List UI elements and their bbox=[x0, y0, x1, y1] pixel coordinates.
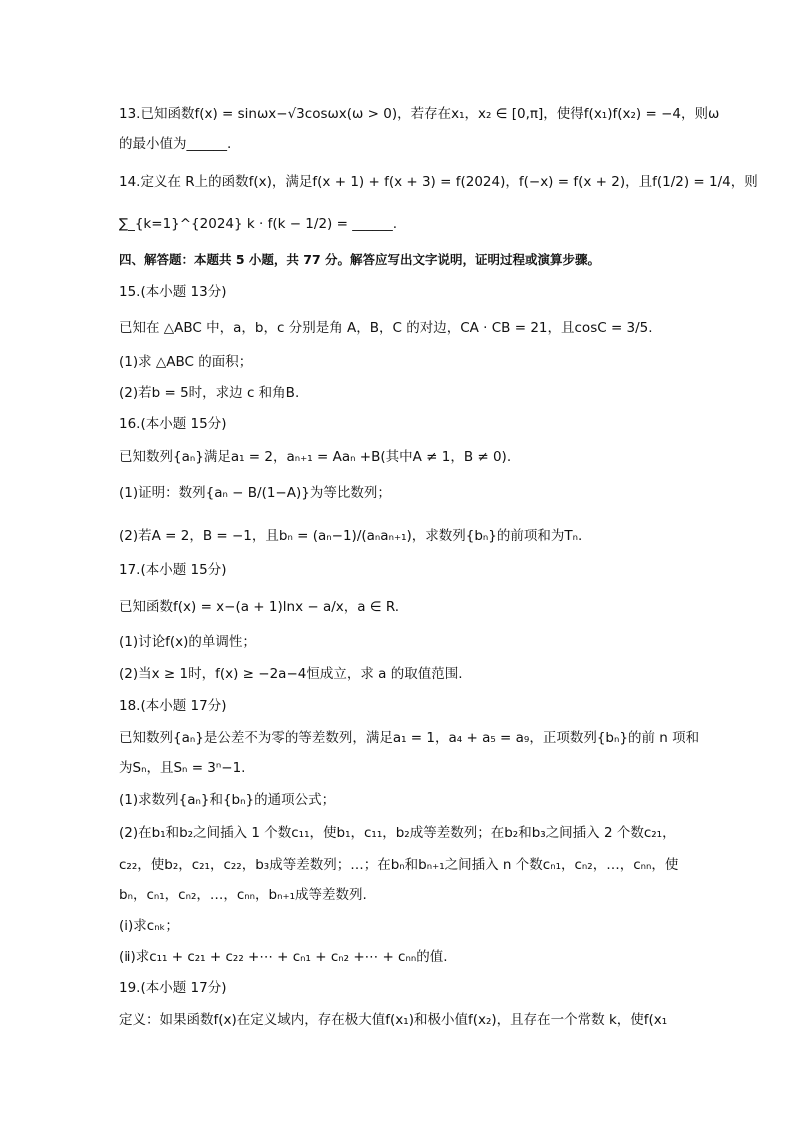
q15-part1: (1)求 △ABC 的面积； bbox=[119, 354, 253, 370]
q15-part2: (2)若b = 5时，求边 c 和角B. bbox=[119, 385, 300, 401]
q14-line2: ∑_{k=1}^{2024} k · f(k − 1/2) = ______. bbox=[119, 216, 397, 232]
q16-part2: (2)若A = 2，B = −1，且bₙ = (aₙ−1)/(aₙaₙ₊₁)，求数列{bₙ}的前项和为Tₙ. bbox=[119, 528, 583, 544]
q18-header: 18.(本小题 17分) bbox=[119, 698, 227, 714]
q17-stem: 已知函数f(x) = x−(a + 1)lnx − a/x，a ∈ R. bbox=[119, 599, 400, 615]
q18-stem2: 为Sₙ，且Sₙ = 3ⁿ−1. bbox=[119, 760, 246, 776]
q15-stem: 已知在 △ABC 中，a，b，c 分别是角 A，B，C 的对边，CA · CB = 21，且cosC = 3/5. bbox=[119, 320, 653, 336]
q17-part2: (2)当x ≥ 1时，f(x) ≥ −2a−4恒成立，求 a 的取值范围. bbox=[119, 666, 463, 682]
q16-part1: (1)证明：数列{aₙ − B/(1−A)}为等比数列； bbox=[119, 485, 391, 501]
section-heading: 四、解答题：本题共 5 小题，共 77 分。解答应写出文字说明，证明过程或演算步骤。 bbox=[119, 252, 601, 267]
q18-stem1: 已知数列{aₙ}是公差不为零的等差数列，满足a₁ = 1，a₄ + a₅ = a₉，正项数列{bₙ}的前 n 项和 bbox=[119, 730, 700, 746]
q18-part2-line1: (2)在b₁和b₂之间插入 1 个数c₁₁，使b₁，c₁₁，b₂成等差数列；在b₂和b₃之间插入 2 个数c₂₁， bbox=[119, 825, 676, 841]
q14-line1: 14.定义在 R上的函数f(x)，满足f(x + 1) + f(x + 3) = f(2024)，f(−x) = f(x + 2)，且f(1/2) = 1/4，则 bbox=[119, 174, 758, 190]
q16-header: 16.(本小题 15分) bbox=[119, 416, 227, 432]
q18-part2-line3: bₙ，cₙ₁，cₙ₂，…，cₙₙ，bₙ₊₁成等差数列. bbox=[119, 887, 367, 903]
q15-header: 15.(本小题 13分) bbox=[119, 284, 227, 300]
q17-part1: (1)讨论f(x)的单调性； bbox=[119, 634, 256, 650]
q16-stem: 已知数列{aₙ}满足a₁ = 2，aₙ₊₁ = Aaₙ +B(其中A ≠ 1，B ≠ 0). bbox=[119, 449, 512, 465]
q18-sub-i: (ⅰ)求cₙₖ； bbox=[119, 918, 179, 934]
q19-header: 19.(本小题 17分) bbox=[119, 980, 227, 996]
q17-header: 17.(本小题 15分) bbox=[119, 562, 227, 578]
q18-part1: (1)求数列{aₙ}和{bₙ}的通项公式； bbox=[119, 792, 336, 808]
q13-line1: 13.已知函数f(x) = sinωx−√3cosωx(ω > 0)，若存在x₁，x₂ ∈ [0,π]，使得f(x₁)f(x₂) = −4，则ω bbox=[119, 106, 720, 122]
q19-stem: 定义：如果函数f(x)在定义域内，存在极大值f(x₁)和极小值f(x₂)，且存在一个常数 k，使f(x₁ bbox=[119, 1012, 668, 1028]
q13-line2: 的最小值为______. bbox=[119, 136, 232, 152]
q18-part2-line2: c₂₂，使b₂，c₂₁，c₂₂，b₃成等差数列；…；在bₙ和bₙ₊₁之间插入 n 个数cₙ₁，cₙ₂，…，cₙₙ，使 bbox=[119, 857, 679, 873]
q18-sub-ii: (ⅱ)求c₁₁ + c₂₁ + c₂₂ +⋯ + cₙ₁ + cₙ₂ +⋯ + cₙₙ的值. bbox=[119, 949, 448, 965]
